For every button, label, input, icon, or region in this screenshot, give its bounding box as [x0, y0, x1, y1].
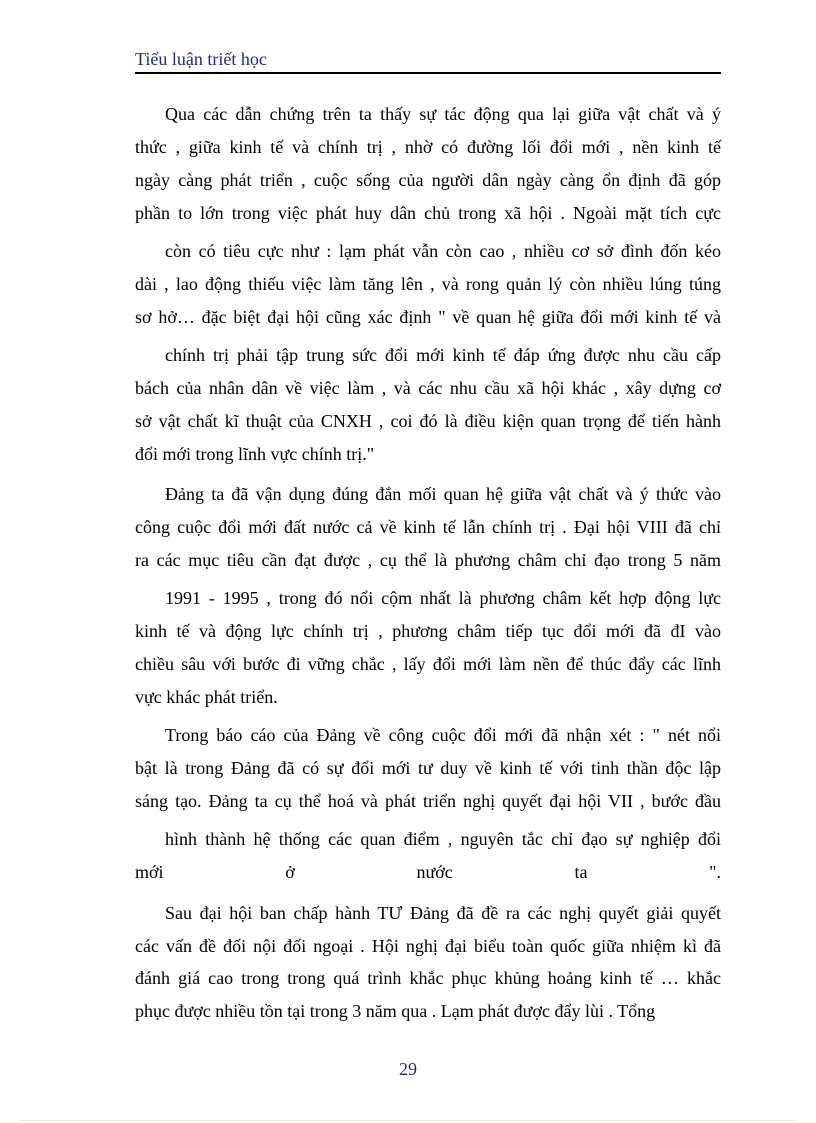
page-number: 29: [399, 1059, 417, 1079]
text-line: 1991 - 1995 , trong đó nổi cộm nhất là phương châm kết hợp động lực: [165, 588, 721, 608]
text-line: đánh giá cao trong trong quá trình khắc phục khủng hoảng kinh tế … khắc: [135, 968, 721, 988]
text-line: chính trị phải tập trung sức đổi mới kinh tế đáp ứng được nhu cầu cấp: [165, 345, 721, 365]
text-line: mới ở nước ta ".: [135, 862, 721, 882]
text-line: phần to lớn trong việc phát huy dân chủ trong xã hội . Ngoài mặt tích cực: [135, 203, 721, 223]
header-title: Tiểu luận triết học: [135, 49, 267, 69]
text-line: sáng tạo. Đảng ta cụ thể hoá và phát triển nghị quyết đại hội VII , bước đầu: [135, 791, 721, 811]
text-line: thức , giữa kinh tế và chính trị , nhờ có đường lối đổi mới , nền kinh tế: [135, 137, 721, 157]
text-line: còn có tiêu cực như : lạm phát vẫn còn cao , nhiều cơ sở đình đốn kéo: [165, 241, 721, 261]
text-line: sơ hở… đặc biệt đại hội cũng xác định " về quan hệ giữa đổi mới kinh tế và: [135, 307, 721, 327]
page-bottom-divider: [20, 1120, 796, 1121]
text-line: Qua các dẫn chứng trên ta thấy sự tác động qua lại giữa vật chất và ý: [165, 104, 721, 124]
text-line: chiều sâu với bước đi vững chắc , lấy đổi mới làm nền để thúc đẩy các lĩnh: [135, 654, 721, 674]
text-line: đổi mới trong lĩnh vực chính trị.": [135, 444, 375, 464]
text-line: bách của nhân dân về việc làm , và các nhu cầu xã hội khác , xây dựng cơ: [135, 378, 721, 398]
text-line: hình thành hệ thống các quan điểm , nguyên tắc chỉ đạo sự nghiệp đổi: [165, 829, 721, 849]
text-line: Trong báo cáo của Đảng về công cuộc đổi mới đã nhận xét : " nét nổi: [165, 725, 721, 745]
text-line: ngày càng phát triển , cuộc sống của người dân ngày càng ổn định đã góp: [135, 170, 721, 190]
text-line: công cuộc đổi mới đất nước cả về kinh tế lẫn chính trị . Đại hội VIII đã chỉ: [135, 517, 721, 537]
text-line: Sau đại hội ban chấp hành TƯ Đảng đã đề ra các nghị quyết giải quyết: [165, 903, 721, 923]
page-header: [135, 48, 721, 74]
text-line: bật là trong Đảng đã có sự đổi mới tư duy về kinh tế với tinh thần độc lập: [135, 758, 721, 778]
text-line: các vấn đề đối nội đối ngoại . Hội nghị đại biểu toàn quốc giữa nhiệm kì đã: [135, 936, 721, 956]
text-line: kinh tế và động lực chính trị , phương châm tiếp tục đổi mới đã đI vào: [135, 621, 721, 641]
text-line: dài , lao động thiếu việc làm tăng lên , và rong quản lý còn nhiều lúng túng: [135, 274, 721, 294]
text-line: ra các mục tiêu cần đạt được , cụ thể là phương châm chỉ đạo trong 5 năm: [135, 550, 721, 570]
text-line: vực khác phát triển.: [135, 687, 278, 707]
text-line: Đảng ta đã vận dụng đúng đắn mối quan hệ giữa vật chất và ý thức vào: [165, 484, 721, 504]
text-line: phục được nhiều tồn tại trong 3 năm qua . Lạm phát được đẩy lùi . Tổng: [135, 1001, 656, 1021]
text-line: sở vật chất kĩ thuật của CNXH , coi đó là điều kiện quan trọng để tiến hành: [135, 411, 721, 431]
